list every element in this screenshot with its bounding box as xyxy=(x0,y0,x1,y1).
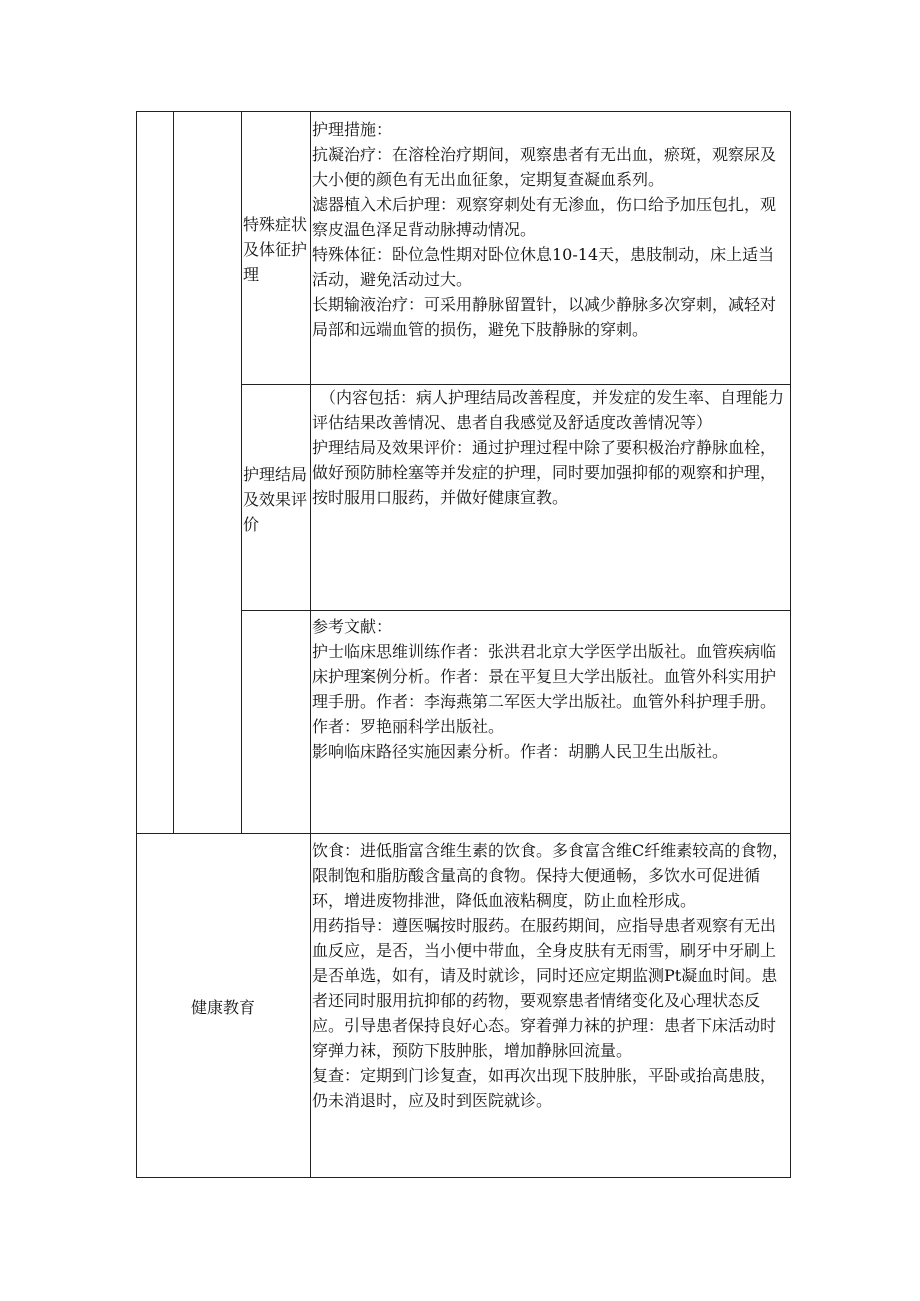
paragraph: 影响临床路径实施因素分析。作者：胡鹏人民卫生出版社。 xyxy=(312,742,729,761)
row-divider-2 xyxy=(241,610,791,611)
row-label-special-symptoms: 特殊症状及体征护理 xyxy=(243,215,308,284)
paragraph: 护理结局及效果评价：通过护理过程中除了要积极治疗静脉血栓，做好预防肺栓塞等并发症的护理，同时要加强抑郁的观察和护理，按时服用口服药，并做好健康宣教。 xyxy=(312,438,777,507)
table-border-right xyxy=(790,111,791,1178)
cell-references-content xyxy=(312,614,790,764)
paragraph: 用药指导：遵医嘱按时服药。在服药期间，应指导患者观察有无出血反应，是否，当小便中带血，全身皮肤有无雨雪，刷牙中牙刷上是否单选，如有，请及时就诊，同时还应定期监测Pt凝血时间。患者还同时服用抗抑郁的药物，要观察患者情绪变化及心理状态反应。引导患者保持良好心态。穿着弹力袜的护理：患者下床活动时穿弹力袜，预防下肢肿胀，增加静脉回流量。 xyxy=(312,916,778,1060)
paragraph: 长期输液治疗：可采用静脉留置针，以减少静脉多次穿刺，减轻对局部和远端血管的损伤，避免下肢静脉的穿刺。 xyxy=(312,295,777,339)
column-divider-3 xyxy=(310,111,311,1178)
paragraph: （内容包括：病人护理结局改善程度，并发症的发生率、自理能力评估结果改善情况、患者自我感觉及舒适度改善情况等） xyxy=(312,388,785,432)
paragraph: 护士临床思维训练作者：张洪君北京大学医学出版社。血管疾病临床护理案例分析。作者：景在平复旦大学出版社。血管外科实用护理手册。作者：李海燕第二军医大学出版社。血管外科护理手册。作者：罗艳丽科学出版社。 xyxy=(312,642,777,736)
paragraph: 抗凝治疗：在溶栓治疗期间，观察患者有无出血，瘀斑，观察尿及大小便的颜色有无出血征象，定期复查凝血系列。 xyxy=(312,145,777,189)
column-divider-2 xyxy=(241,111,242,834)
paragraph: 滤器植入术后护理：观察穿刺处有无渗血，伤口给予加压包扎，观察皮温色泽足背动脉搏动情况。 xyxy=(312,195,777,239)
column-divider-1 xyxy=(173,111,174,834)
paragraph: 护理措施： xyxy=(312,120,393,139)
row-label-outcome-evaluation: 护理结局及效果评价 xyxy=(243,465,308,534)
paragraph: 复查：定期到门诊复查，如再次出现下肢肿胀，平卧或抬高患肢，仍未消退时，应及时到医院就诊。 xyxy=(312,1066,777,1110)
paragraph: 特殊体征：卧位急性期对卧位休息10-14天，患肢制动，床上适当活动，避免活动过大。 xyxy=(312,245,775,289)
row-label-health-education: 健康教育 xyxy=(190,998,255,1017)
paragraph: 饮食：进低脂富含维生素的饮食。多食富含维C纤维素较高的食物，限制饱和脂肪酸含量高的食物。保持大便通畅，多饮水可促进循环，增进废物排泄，降低血液粘稠度，防止血栓形成。 xyxy=(312,841,789,910)
paragraph: 参考文献： xyxy=(312,617,393,636)
row-divider-3 xyxy=(136,833,791,834)
cell-special-symptoms-content xyxy=(312,117,790,342)
table-border-bottom xyxy=(136,1177,791,1178)
cell-outcome-evaluation-content xyxy=(312,385,790,510)
cell-health-education-content xyxy=(312,838,790,1113)
table-border-top xyxy=(136,111,791,112)
